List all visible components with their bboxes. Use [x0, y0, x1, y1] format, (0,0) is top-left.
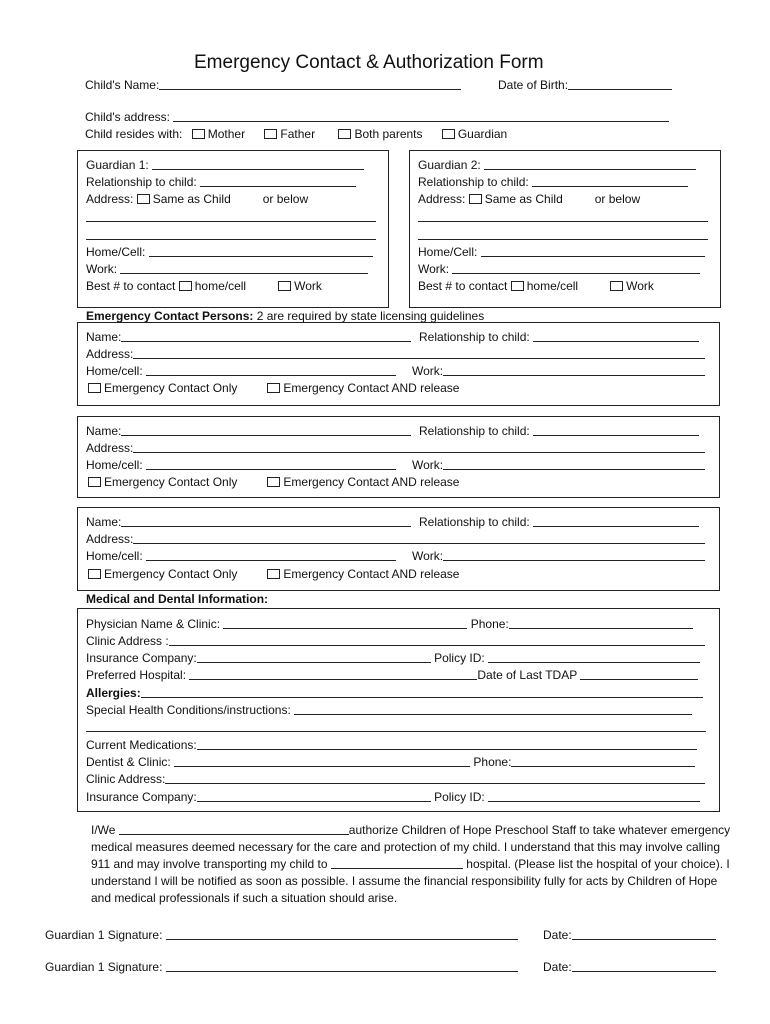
ec3-home-row [86, 549, 396, 563]
guardian-2-same-checkbox[interactable] [469, 194, 482, 204]
ec1-relationship-row [419, 330, 699, 344]
ec2-options-row [88, 475, 459, 489]
ec2-name-label: Name: [86, 424, 122, 438]
guardian-1-best-work-label: Work [294, 279, 322, 293]
medications-label: Current Medications: [86, 738, 197, 752]
ec1-release-label: Emergency Contact AND release [283, 381, 460, 395]
guardian-1-address-line-2[interactable] [86, 229, 376, 240]
dentist-address-field[interactable] [165, 773, 705, 784]
ec2-name-field[interactable] [121, 425, 411, 436]
emergency-heading [86, 309, 484, 323]
special-field[interactable] [294, 704, 692, 715]
guardian-2-best-work-checkbox[interactable] [610, 281, 623, 291]
child-name-label: Child's Name: [85, 78, 160, 92]
ec1-only-label: Emergency Contact Only [104, 381, 238, 395]
clinic-address-label: Clinic Address : [86, 634, 169, 648]
ec3-only-checkbox[interactable] [88, 569, 101, 579]
allergies-field[interactable] [141, 687, 703, 698]
form-title: Emergency Contact & Authorization Form [194, 52, 544, 73]
medications-row [86, 738, 697, 752]
allergies-label: Allergies: [86, 686, 141, 700]
guardian-1-home-field[interactable] [149, 246, 373, 257]
child-address-label: Child's address: [85, 110, 170, 124]
ec2-home-field[interactable] [146, 459, 396, 470]
guardian-2-home-label: Home/Cell: [418, 245, 478, 259]
ec1-name-field[interactable] [121, 331, 411, 342]
signature-2-label: Guardian 1 Signature: [45, 960, 163, 974]
policy-label: Policy ID: [434, 651, 485, 665]
tdap-label: Date of Last TDAP [477, 668, 577, 682]
guardian-1-address-row [86, 192, 308, 206]
ec3-work-label: Work: [412, 549, 444, 563]
guardian-label: Guardian [457, 127, 508, 141]
child-name-row [85, 78, 461, 92]
guardian-1-home-row [86, 245, 373, 259]
policy-field[interactable] [488, 652, 700, 663]
father-checkbox[interactable] [264, 129, 277, 139]
ec2-only-checkbox[interactable] [88, 477, 101, 487]
dentist-phone-field[interactable] [511, 756, 695, 767]
clinic-address-row [86, 634, 705, 648]
child-name-field[interactable] [159, 79, 461, 90]
guardian-1-relationship-field[interactable] [200, 176, 356, 187]
dentist-policy-field[interactable] [488, 791, 700, 802]
guardian-2-best-label: Best # to contact [418, 279, 508, 293]
dentist-address-row [86, 772, 705, 786]
date-1-label: Date: [543, 928, 572, 942]
guardian-2-name-field[interactable] [484, 159, 696, 170]
hospital-row [86, 668, 698, 682]
guardian-1-best-home-label: home/cell [194, 279, 247, 293]
special-line-2[interactable] [86, 721, 706, 732]
date-2-row [543, 960, 716, 974]
insurance-label: Insurance Company: [86, 651, 197, 665]
ec3-home-field[interactable] [146, 550, 396, 561]
guardian-1-name-label: Guardian 1: [86, 158, 149, 172]
ec2-address-label: Address: [86, 441, 134, 455]
special-row [86, 703, 692, 717]
ec3-only-label: Emergency Contact Only [104, 567, 238, 581]
medications-field[interactable] [197, 739, 697, 750]
guardian-2-same-label: Same as Child [484, 192, 563, 206]
ec2-work-field[interactable] [443, 459, 705, 470]
dentist-insurance-label: Insurance Company: [86, 790, 197, 804]
ec2-relationship-row [419, 424, 699, 438]
ec2-release-checkbox[interactable] [267, 477, 280, 487]
ec3-work-row [412, 549, 705, 563]
physician-label: Physician Name & Clinic: [86, 617, 221, 631]
ec2-release-label: Emergency Contact AND release [283, 475, 460, 489]
ec3-home-label: Home/cell: [86, 549, 143, 563]
guardian-2-work-field[interactable] [452, 263, 700, 274]
iwe-field[interactable] [119, 824, 349, 835]
guardian-1-best-work-checkbox[interactable] [278, 281, 291, 291]
guardian-2-best-home-label: home/cell [526, 279, 579, 293]
ec1-address-label: Address: [86, 347, 134, 361]
guardian-1-name-field[interactable] [152, 159, 364, 170]
dob-row [498, 78, 672, 92]
guardian-2-or-below: or below [594, 192, 641, 206]
guardian-2-best-work-label: Work [626, 279, 654, 293]
ec3-options-row [88, 567, 459, 581]
tdap-field[interactable] [580, 669, 698, 680]
ec1-home-field[interactable] [146, 365, 396, 376]
emergency-heading-bold: Emergency Contact Persons: [86, 309, 254, 323]
authorization-text-2: hospital. (Please list the hospital of your choice). I understand I will be notified as soon as possible. I assume the financial responsibility fully for acts by Children of Hope and medical professionals if such a situation should arise. [91, 857, 730, 905]
ec1-work-field[interactable] [443, 365, 705, 376]
ec2-work-label: Work: [412, 458, 444, 472]
guardian-2-home-row [418, 245, 705, 259]
ec2-home-row [86, 458, 396, 472]
signature-1-field[interactable] [166, 929, 518, 940]
physician-field[interactable] [223, 618, 467, 629]
authorization-paragraph [91, 822, 731, 907]
resides-label: Child resides with: [85, 127, 183, 141]
ec2-work-row [412, 458, 705, 472]
guardian-2-address-line-2[interactable] [418, 229, 708, 240]
both-parents-label: Both parents [354, 127, 423, 141]
guardian-1-work-label: Work: [86, 262, 118, 276]
signature-1-row [45, 928, 518, 942]
ec3-name-label: Name: [86, 515, 122, 529]
dentist-row [86, 755, 695, 769]
ec3-name-field[interactable] [121, 516, 411, 527]
ec3-address-field[interactable] [133, 533, 705, 544]
guardian-1-work-row [86, 262, 368, 276]
ec1-work-row [412, 364, 705, 378]
guardian-2-address-row [418, 192, 640, 206]
iwe-label: I/We [91, 823, 116, 837]
ec1-only-checkbox[interactable] [88, 383, 101, 393]
child-address-row [85, 110, 669, 124]
guardian-2-best-row [418, 279, 654, 293]
resides-row [85, 127, 507, 141]
guardian-2-relationship-label: Relationship to child: [418, 175, 529, 189]
ec2-address-field[interactable] [133, 442, 705, 453]
guardian-1-or-below: or below [262, 192, 309, 206]
ec1-relationship-field[interactable] [533, 331, 699, 342]
physician-phone-label: Phone: [470, 617, 509, 631]
dentist-phone-label: Phone: [473, 755, 512, 769]
father-label: Father [280, 127, 316, 141]
guardian-2-address-line-1[interactable] [418, 211, 708, 222]
guardian-2-work-row [418, 262, 700, 276]
guardian-1-relationship-label: Relationship to child: [86, 175, 197, 189]
guardian-2-address-label: Address: [418, 192, 466, 206]
guardian-2-name-row [418, 158, 696, 172]
mother-checkbox[interactable] [192, 129, 205, 139]
guardian-2-best-home-checkbox[interactable] [511, 281, 524, 291]
dentist-insurance-field[interactable] [197, 791, 431, 802]
ec3-relationship-label: Relationship to child: [419, 515, 530, 529]
guardian-1-best-row [86, 279, 322, 293]
ec3-work-field[interactable] [443, 550, 705, 561]
both-parents-checkbox[interactable] [338, 129, 351, 139]
guardian-1-name-row [86, 158, 364, 172]
ec1-options-row [88, 381, 459, 395]
physician-phone-field[interactable] [509, 618, 693, 629]
ec3-name-row [86, 515, 411, 529]
hospital-label: Preferred Hospital: [86, 668, 187, 682]
guardian-1-same-label: Same as Child [152, 192, 231, 206]
dentist-insurance-row [86, 790, 700, 804]
ec2-relationship-label: Relationship to child: [419, 424, 530, 438]
signature-1-label: Guardian 1 Signature: [45, 928, 163, 942]
guardian-1-work-field[interactable] [120, 263, 368, 274]
ec1-relationship-label: Relationship to child: [419, 330, 530, 344]
date-1-row [543, 928, 716, 942]
mother-label: Mother [207, 127, 246, 141]
emergency-heading-rest: 2 are required by state licensing guidelines [256, 309, 485, 323]
ec1-name-row [86, 330, 411, 344]
ec1-home-row [86, 364, 396, 378]
guardian-1-best-label: Best # to contact [86, 279, 176, 293]
guardian-checkbox[interactable] [442, 129, 455, 139]
guardian-1-relationship-row [86, 175, 356, 189]
guardian-2-work-label: Work: [418, 262, 450, 276]
ec3-release-checkbox[interactable] [267, 569, 280, 579]
dentist-field[interactable] [174, 756, 470, 767]
ec3-address-row [86, 532, 705, 546]
ec1-address-field[interactable] [133, 348, 705, 359]
ec3-relationship-row [419, 515, 699, 529]
hospital-choice-field[interactable] [331, 858, 463, 869]
child-address-field[interactable] [173, 111, 669, 122]
guardian-2-home-field[interactable] [481, 246, 705, 257]
signature-2-field[interactable] [166, 961, 518, 972]
ec2-name-row [86, 424, 411, 438]
physician-row [86, 617, 693, 631]
ec2-address-row [86, 441, 705, 455]
guardian-2-relationship-field[interactable] [532, 176, 688, 187]
special-label: Special Health Conditions/instructions: [86, 703, 291, 717]
hospital-field[interactable] [189, 669, 477, 680]
dentist-policy-label: Policy ID: [434, 790, 485, 804]
guardian-2-relationship-row [418, 175, 688, 189]
ec1-release-checkbox[interactable] [267, 383, 280, 393]
guardian-1-same-checkbox[interactable] [137, 194, 150, 204]
ec1-name-label: Name: [86, 330, 122, 344]
ec2-home-label: Home/cell: [86, 458, 143, 472]
dob-label: Date of Birth: [498, 78, 569, 92]
ec3-address-label: Address: [86, 532, 134, 546]
clinic-address-field[interactable] [169, 635, 705, 646]
dentist-address-label: Clinic Address: [86, 772, 166, 786]
ec2-relationship-field[interactable] [533, 425, 699, 436]
dentist-label: Dentist & Clinic: [86, 755, 171, 769]
insurance-field[interactable] [197, 652, 431, 663]
dob-field[interactable] [568, 79, 672, 90]
date-2-label: Date: [543, 960, 572, 974]
guardian-2-name-label: Guardian 2: [418, 158, 481, 172]
date-1-field[interactable] [572, 929, 716, 940]
ec1-work-label: Work: [412, 364, 444, 378]
signature-2-row [45, 960, 518, 974]
guardian-1-best-home-checkbox[interactable] [179, 281, 192, 291]
ec1-home-label: Home/cell: [86, 364, 143, 378]
guardian-1-address-line-1[interactable] [86, 211, 376, 222]
guardian-1-address-label: Address: [86, 192, 134, 206]
date-2-field[interactable] [572, 961, 716, 972]
ec2-only-label: Emergency Contact Only [104, 475, 238, 489]
insurance-row [86, 651, 700, 665]
ec1-address-row [86, 347, 705, 361]
ec3-relationship-field[interactable] [533, 516, 699, 527]
ec3-release-label: Emergency Contact AND release [283, 567, 460, 581]
guardian-1-home-label: Home/Cell: [86, 245, 146, 259]
authorization-text-1: authorize Children of Hope Preschool Staff to take whatever emergency medical measures deemed necessary for the care and protection of my child. I understand that this may involve calling 911 and may involve transporting my child to [91, 823, 731, 871]
medical-heading: Medical and Dental Information: [86, 592, 269, 606]
allergies-row [86, 686, 703, 700]
